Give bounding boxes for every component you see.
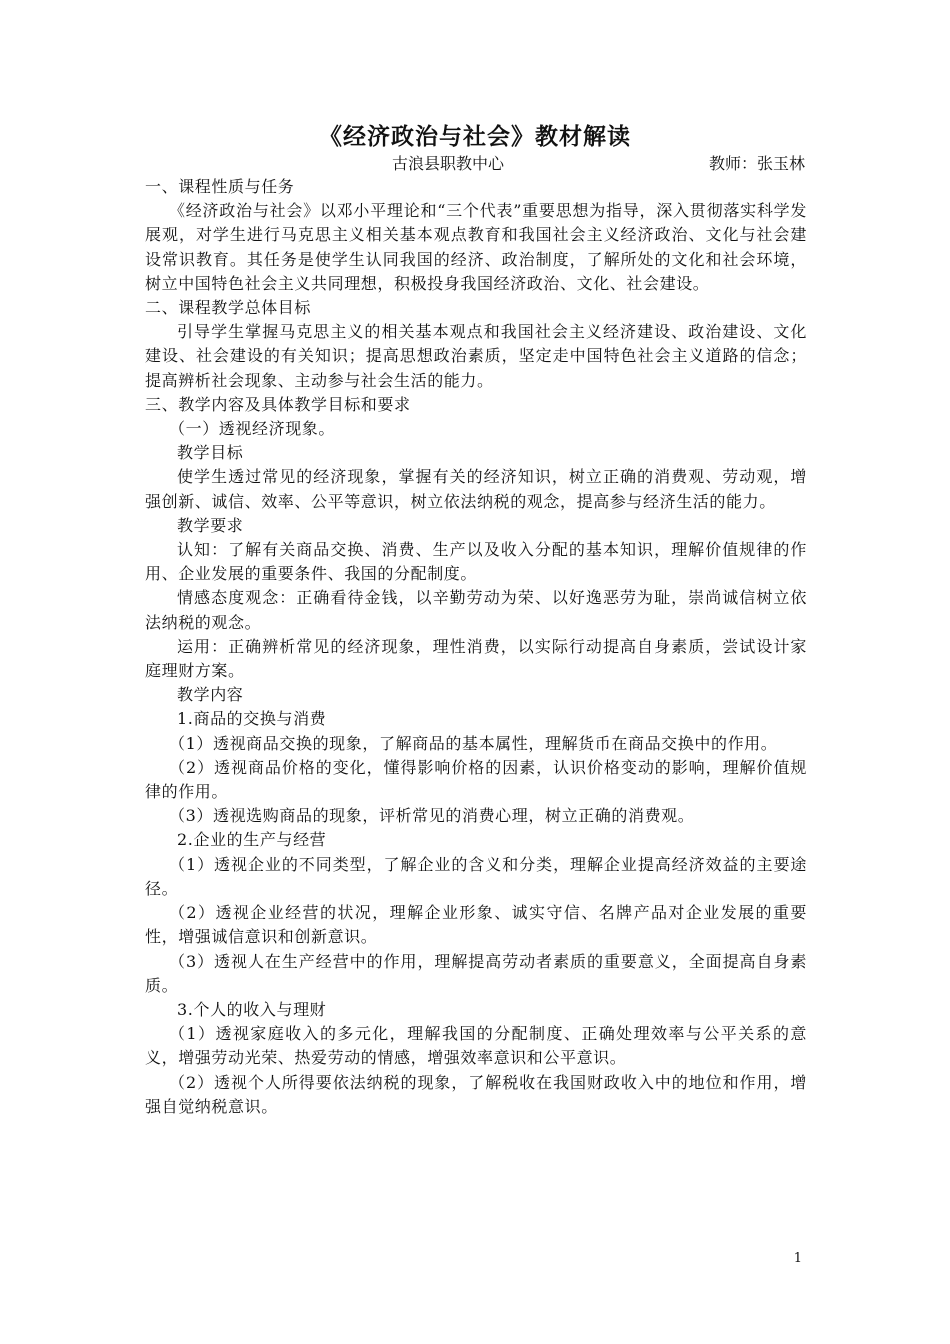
paragraph: 情感态度观念：正确看待金钱，以辛勤劳动为荣、以好逸恶劳为耻，崇尚诚信树立依法纳税的观念。 xyxy=(145,588,807,632)
section-heading: 一、课程性质与任务 xyxy=(145,177,295,196)
unit-heading: （一）透视经济现象。 xyxy=(169,419,336,439)
content-item-title: 3.个人的收入与理财 xyxy=(177,999,327,1019)
content-item: （1）透视企业的不同类型，了解企业的含义和分类，理解企业提高经济效益的主要途径。 xyxy=(145,854,807,898)
content-item: （1）透视商品交换的现象，了解商品的基本属性，理解货币在商品交换中的作用。 xyxy=(169,733,778,753)
section-heading: 二、课程教学总体目标 xyxy=(145,298,312,318)
document-body xyxy=(145,175,807,1119)
content-item: （1）透视家庭收入的多元化，理解我国的分配制度、正确处理效率与公平关系的意义，增强劳动光荣、热爱劳动的情感，增强效率意识和公平意识。 xyxy=(145,1024,807,1068)
document-byline xyxy=(0,151,950,175)
subsection-label: 教学要求 xyxy=(177,515,244,535)
content-item: （3）透视人在生产经营中的作用，理解提高劳动者素质的重要意义，全面提高自身素质。 xyxy=(145,951,807,995)
subsection-label: 教学目标 xyxy=(177,443,244,463)
content-item: （2）透视商品价格的变化，懂得影响价格的因素，认识价格变动的影响，理解价值规律的作用。 xyxy=(145,757,807,802)
section-heading: 三、教学内容及具体教学目标和要求 xyxy=(145,394,411,414)
paragraph: 认知：了解有关商品交换、消费、生产以及收入分配的基本知识，理解价值规律的作用、企业发展的重要条件、我国的分配制度。 xyxy=(145,540,807,584)
page-number: 1 xyxy=(793,1251,802,1266)
teacher-name: 教师：张玉林 xyxy=(708,154,805,173)
paragraph: 引导学生掌握马克思主义的相关基本观点和我国社会主义经济建设、政治建设、文化建设、社会建设的有关知识；提高思想政治素质，坚定走中国特色社会主义道路的信念；提高辨析社会现象、主动参与社会生活的能力。 xyxy=(145,322,807,390)
paragraph: 运用：正确辨析常见的经济现象，理性消费，以实际行动提高自身素质，尝试设计家庭理财方案。 xyxy=(145,636,807,681)
paragraph: 《经济政治与社会》以邓小平理论和“三个代表”重要思想为指导，深入贯彻落实科学发展观，对学生进行马克思主义相关基本观点教育和我国社会主义经济政治、文化与社会建设常识教育。其任务是使学生认同我国的经济、政治制度，了解所处的文化和社会环境，树立中国特色社会主义共同理想，积极投身我国经济政治、文化、社会建设。 xyxy=(145,201,807,293)
content-item: （2）透视企业经营的状况，理解企业形象、诚实守信、名牌产品对企业发展的重要性，增强诚信意识和创新意识。 xyxy=(145,903,807,947)
subsection-label: 教学内容 xyxy=(177,685,244,705)
content-item-title: 2.企业的生产与经营 xyxy=(177,830,327,850)
paragraph: 使学生透过常见的经济现象，掌握有关的经济知识，树立正确的消费观、劳动观，增强创新、诚信、效率、公平等意识，树立依法纳税的观念，提高参与经济生活的能力。 xyxy=(145,467,807,511)
content-item: （3）透视选购商品的现象，评析常见的消费心理，树立正确的消费观。 xyxy=(169,806,695,826)
content-item-title: 1.商品的交换与消费 xyxy=(177,709,327,729)
content-item: （2）透视个人所得要依法纳税的现象，了解税收在我国财政收入中的地位和作用，增强自觉纳税意识。 xyxy=(145,1072,807,1116)
document-title: 《经济政治与社会》教材解读 xyxy=(319,123,631,150)
school-name: 古浪县职教中心 xyxy=(392,154,505,173)
